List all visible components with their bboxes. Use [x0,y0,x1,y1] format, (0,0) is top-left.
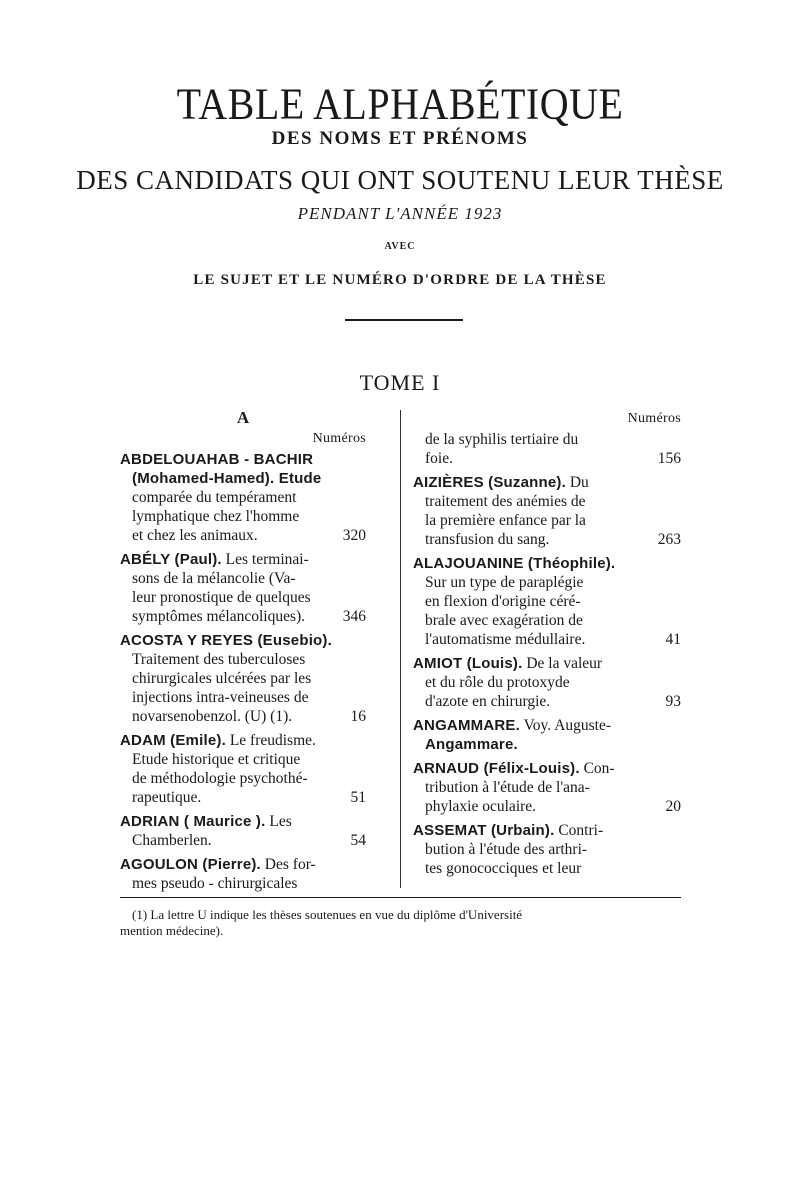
entry-number: 263 [657,531,681,548]
entry-text: transfusion du sang. [425,531,550,548]
footnote-line: mention médecine). [120,923,224,938]
subtitle-names: DES NOMS ET PRÉNOMS [271,128,529,149]
entry-text: novarsenobenzol. (U) (1). [132,708,293,725]
entry-number: 51 [350,789,366,806]
entry-name: ANGAMMARE. [413,717,520,734]
entry-text: tes gonococciques et leur [425,860,582,877]
index-entry [413,554,681,649]
right-column [413,408,681,883]
entry-text: Des for- [264,856,316,873]
entry-text: Traitement des tuberculoses [132,651,306,668]
entry-name: ASSEMAT (Urbain). [413,822,555,839]
page-title: TABLE ALPHABÉTIQUE [176,78,624,129]
entry-number: 93 [665,693,681,710]
entry-name: AIZIÈRES (Suzanne). [413,474,566,491]
entry-name: ADRIAN ( Maurice ). [120,813,266,830]
entry-text: Con- [583,760,615,777]
entry-text: tribution à l'étude de l'ana- [425,779,590,796]
tome-heading: TOME I [359,370,441,395]
entry-number: 41 [665,631,681,648]
section-letter: A [236,408,250,427]
index-entry [413,759,681,816]
entry-text: Voy. Auguste- [523,717,612,734]
entry-text: injections intra-veineuses de [132,689,309,706]
entry-text: lymphatique chez l'homme [132,508,300,525]
entry-text: et chez les animaux. [132,527,258,544]
index-entry [413,654,681,711]
footnote-rule [120,897,681,898]
title-divider [345,319,463,321]
left-column [120,408,366,898]
entry-number: 20 [665,798,681,815]
entry-text: rapeutique. [132,789,202,806]
index-entry [120,731,366,807]
entry-number: 320 [342,527,366,544]
entry-name: ADAM (Emile). [120,732,226,749]
entry-text: Contri- [558,822,604,839]
index-entry [413,473,681,549]
subtitle-candidates: DES CANDIDATS QUI ONT SOUTENU LEUR THÈSE [76,165,724,195]
entry-text: sons de la mélancolie (Va- [132,570,296,587]
index-entry [413,821,681,878]
index-entry [120,812,366,850]
entry-text: en flexion d'origine céré- [425,593,581,610]
entry-text: Le freudisme. [229,732,316,749]
subject-line: LE SUJET ET LE NUMÉRO D'ORDRE DE LA THÈSE [193,272,607,288]
entry-text: (Mohamed-Hamed). Etude [132,470,322,487]
entry-name: ARNAUD (Félix-Louis). [413,760,580,777]
entry-text: bution à l'étude des arthri- [425,841,588,858]
entry-text: mes pseudo - chirurgicales [132,875,298,892]
entry-name: AGOULON (Pierre). [120,856,261,873]
entry-text: Les terminai- [225,551,309,568]
index-entry [120,550,366,626]
column-divider [400,410,401,888]
footnote [120,907,690,939]
footnote-line: (1) La lettre U indique les thèses soutenues en vue du diplôme d'Université [132,907,523,922]
entry-text: Chamberlen. [132,832,212,849]
entry-name: ACOSTA Y REYES (Eusebio). [120,632,332,649]
numeros-label-left: Numéros [312,431,366,446]
entry-text: Du [569,474,589,491]
entry-text: traitement des anémies de [425,493,586,510]
entry-text: Etude historique et critique [132,751,301,768]
entry-text: leur pronostique de quelques [132,589,311,606]
index-entry [120,631,366,726]
entry-number: 156 [657,450,681,467]
avec-line: AVEC [384,241,416,252]
index-entry [413,430,681,468]
numeros-label-right: Numéros [627,411,681,426]
index-entry [120,855,366,893]
entry-text: Angammare. [425,736,518,753]
index-entry [413,716,681,754]
entry-text: foie. [425,450,453,467]
entry-text: de la syphilis tertiaire du [425,431,579,448]
index-entry [120,450,366,545]
entry-text: De la valeur [526,655,603,672]
entry-text: de méthodologie psychothé- [132,770,308,787]
entry-number: 346 [342,608,366,625]
entry-text: comparée du tempérament [132,489,297,506]
entry-name: AMIOT (Louis). [413,655,523,672]
entry-number: 16 [350,708,366,725]
entry-number: 54 [350,832,366,849]
entry-name: ABÉLY (Paul). [120,551,222,568]
entry-text: et du rôle du protoxyde [425,674,570,691]
entry-text: phylaxie oculaire. [425,798,537,815]
entry-text: l'automatisme médullaire. [425,631,586,648]
entry-text: symptômes mélancoliques). [132,608,306,625]
entry-text: Sur un type de paraplégie [425,574,584,591]
entry-text: la première enfance par la [425,512,586,529]
entry-name: ABDELOUAHAB - BACHIR [120,451,314,468]
entry-text: Les [269,813,292,830]
entry-text: brale avec exagération de [425,612,583,629]
year-line: PENDANT L'ANNÉE 1923 [297,204,503,223]
entry-name: ALAJOUANINE (Théophile). [413,555,616,572]
entry-text: chirurgicales ulcérées par les [132,670,312,687]
entry-text: d'azote en chirurgie. [425,693,551,710]
